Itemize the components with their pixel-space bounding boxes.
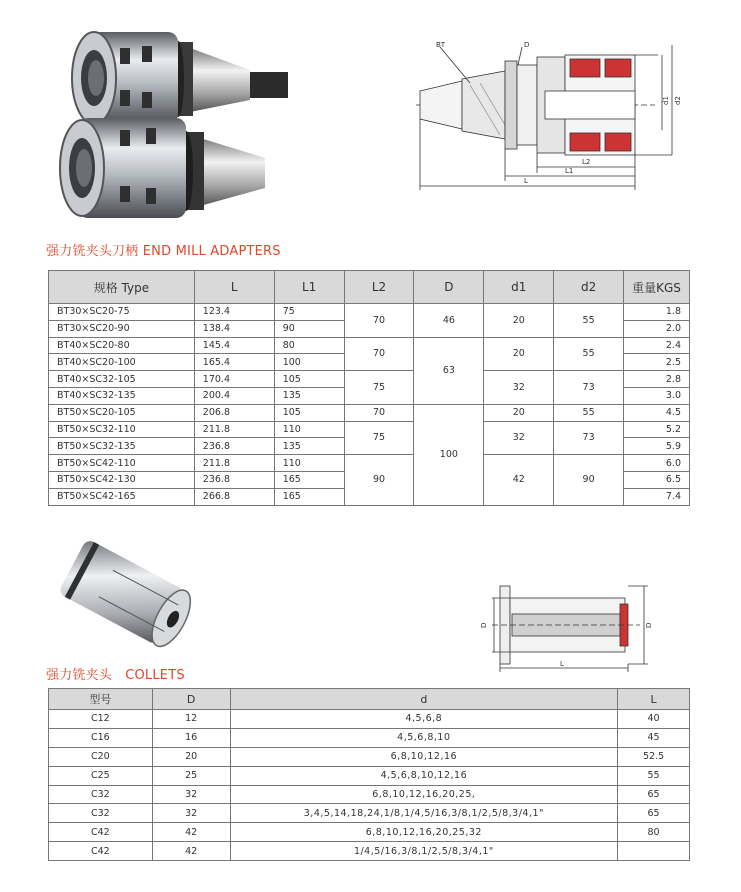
cell-l1: 90 <box>274 320 344 337</box>
cell-inner-d: 3,4,5,14,18,24,1/8,1/4,5/16,3/8,1/2,5/8,3/4,1" <box>230 804 618 823</box>
cell-l: 236.8 <box>194 471 274 488</box>
cell-type: BT40×SC32-135 <box>49 387 195 404</box>
cell-type: BT40×SC32-105 <box>49 371 195 388</box>
drawing-label-l1: L1 <box>565 167 574 175</box>
adapter-bottom <box>60 118 265 218</box>
table-row <box>49 747 690 766</box>
cell-l: 145.4 <box>194 337 274 354</box>
col-weight: 重量KGS <box>624 271 690 304</box>
cell-inner-d: 4,5,6,8 <box>230 710 618 729</box>
cell-l: 200.4 <box>194 387 274 404</box>
cell-l2: 90 <box>344 455 414 505</box>
cell-l1: 100 <box>274 354 344 371</box>
adapter-photo <box>50 20 300 220</box>
cell-outer-d: 25 <box>152 766 230 785</box>
cell-l1: 165 <box>274 488 344 505</box>
cell-outer-d: 42 <box>152 823 230 842</box>
col-d1: d1 <box>484 271 554 304</box>
cell-type: BT40×SC20-100 <box>49 354 195 371</box>
cell-length <box>618 842 690 861</box>
cell-l1: 105 <box>274 404 344 421</box>
cell-outer-d: 16 <box>152 728 230 747</box>
cell-model: C42 <box>49 823 153 842</box>
cell-length: 45 <box>618 728 690 747</box>
cell-length: 65 <box>618 804 690 823</box>
cell-type: BT30×SC20-90 <box>49 320 195 337</box>
cell-l1: 110 <box>274 455 344 472</box>
col-d: D <box>414 271 484 304</box>
cell-length: 80 <box>618 823 690 842</box>
cell-d1: 32 <box>484 421 554 455</box>
table-row <box>49 710 690 729</box>
collet-drawing <box>470 578 655 673</box>
col-type: 规格 Type <box>49 271 195 304</box>
cell-model: C42 <box>49 842 153 861</box>
cell-type: BT30×SC20-75 <box>49 304 195 321</box>
cell-outer-d: 42 <box>152 842 230 861</box>
cell-model: C12 <box>49 710 153 729</box>
adapters-header-row <box>49 271 690 304</box>
cell-l: 123.4 <box>194 304 274 321</box>
cell-d2: 55 <box>554 404 624 421</box>
cell-outer-d: 20 <box>152 747 230 766</box>
cell-outer-d: 32 <box>152 785 230 804</box>
cell-weight: 6.5 <box>624 471 690 488</box>
cell-l2: 70 <box>344 404 414 421</box>
col-l1: L1 <box>274 271 344 304</box>
cell-inner-d: 6,8,10,12,16,20,25,32 <box>230 823 618 842</box>
drawing-label-d2: d2 <box>674 96 682 105</box>
table-row <box>49 455 690 472</box>
cell-length: 55 <box>618 766 690 785</box>
cell-l: 211.8 <box>194 455 274 472</box>
cell-weight: 5.9 <box>624 438 690 455</box>
drawing-label-l2: L2 <box>582 158 591 166</box>
cell-type: BT50×SC42-165 <box>49 488 195 505</box>
table-row <box>49 785 690 804</box>
table-row <box>49 337 690 354</box>
cell-l: 138.4 <box>194 320 274 337</box>
cell-l1: 165 <box>274 471 344 488</box>
collet-drawing-label-dd: D <box>645 622 653 628</box>
adapter-drawing <box>410 35 690 195</box>
table-row <box>49 823 690 842</box>
cell-length: 52.5 <box>618 747 690 766</box>
drawing-label-bt: BT <box>436 41 446 49</box>
cell-type: BT50×SC42-110 <box>49 455 195 472</box>
cell-model: C32 <box>49 785 153 804</box>
col-l2: L2 <box>344 271 414 304</box>
cell-d1: 20 <box>484 337 554 371</box>
cell-d2: 55 <box>554 304 624 338</box>
cell-d2: 90 <box>554 455 624 505</box>
table-row <box>49 842 690 861</box>
cell-weight: 2.5 <box>624 354 690 371</box>
cell-model: C25 <box>49 766 153 785</box>
collet-drawing-label-d: D <box>480 622 488 628</box>
cell-l1: 80 <box>274 337 344 354</box>
cell-d: 100 <box>414 404 484 505</box>
cell-l2: 70 <box>344 337 414 371</box>
cell-d2: 55 <box>554 337 624 371</box>
cell-d: 63 <box>414 337 484 404</box>
cell-l2: 70 <box>344 304 414 338</box>
table-row <box>49 766 690 785</box>
collets-heading: 强力铣夹头 COLLETS <box>46 668 185 683</box>
cell-weight: 5.2 <box>624 421 690 438</box>
collets-table <box>48 688 690 861</box>
cell-d1: 20 <box>484 404 554 421</box>
adapters-table <box>48 270 690 506</box>
collets-header-row <box>49 689 690 710</box>
cell-model: C16 <box>49 728 153 747</box>
col-d2: d2 <box>554 271 624 304</box>
cell-inner-d: 6,8,10,12,16 <box>230 747 618 766</box>
cell-d1: 32 <box>484 371 554 405</box>
cell-l1: 135 <box>274 438 344 455</box>
cell-l2: 75 <box>344 371 414 405</box>
col-model: 型号 <box>49 689 153 710</box>
cell-l: 266.8 <box>194 488 274 505</box>
cell-inner-d: 4,5,6,8,10 <box>230 728 618 747</box>
cell-l: 170.4 <box>194 371 274 388</box>
cell-weight: 6.0 <box>624 455 690 472</box>
cell-l2: 75 <box>344 421 414 455</box>
adapter-top <box>72 32 288 124</box>
col-outer-d: D <box>152 689 230 710</box>
col-inner-d: d <box>230 689 618 710</box>
cell-length: 65 <box>618 785 690 804</box>
cell-l: 206.8 <box>194 404 274 421</box>
cell-weight: 7.4 <box>624 488 690 505</box>
table-row <box>49 421 690 438</box>
cell-weight: 3.0 <box>624 387 690 404</box>
drawing-label-d: D <box>524 41 530 49</box>
cell-inner-d: 4,5,6,8,10,12,16 <box>230 766 618 785</box>
cell-l1: 105 <box>274 371 344 388</box>
cell-inner-d: 6,8,10,12,16,20,25, <box>230 785 618 804</box>
table-row <box>49 804 690 823</box>
table-row <box>49 728 690 747</box>
cell-weight: 4.5 <box>624 404 690 421</box>
adapters-heading: 强力铣夹头刀柄 END MILL ADAPTERS <box>46 244 281 259</box>
cell-model: C32 <box>49 804 153 823</box>
col-length: L <box>618 689 690 710</box>
cell-type: BT50×SC32-135 <box>49 438 195 455</box>
cell-outer-d: 12 <box>152 710 230 729</box>
drawing-label-d1: d1 <box>662 96 670 105</box>
collet-drawing-label-l: L <box>560 660 564 668</box>
cell-d1: 20 <box>484 304 554 338</box>
cell-l: 211.8 <box>194 421 274 438</box>
table-row <box>49 304 690 321</box>
cell-d2: 73 <box>554 371 624 405</box>
cell-d1: 42 <box>484 455 554 505</box>
cell-model: C20 <box>49 747 153 766</box>
cell-weight: 2.0 <box>624 320 690 337</box>
cell-weight: 2.4 <box>624 337 690 354</box>
table-row <box>49 371 690 388</box>
cell-type: BT50×SC42-130 <box>49 471 195 488</box>
cell-outer-d: 32 <box>152 804 230 823</box>
cell-d: 46 <box>414 304 484 338</box>
cell-l1: 110 <box>274 421 344 438</box>
cell-inner-d: 1/4,5/16,3/8,1/2,5/8,3/4,1" <box>230 842 618 861</box>
cell-d2: 73 <box>554 421 624 455</box>
cell-length: 40 <box>618 710 690 729</box>
cell-type: BT40×SC20-80 <box>49 337 195 354</box>
cell-l1: 135 <box>274 387 344 404</box>
cell-l: 236.8 <box>194 438 274 455</box>
table-row <box>49 404 690 421</box>
col-l: L <box>194 271 274 304</box>
cell-weight: 2.8 <box>624 371 690 388</box>
drawing-label-l: L <box>524 177 528 185</box>
cell-l1: 75 <box>274 304 344 321</box>
cell-l: 165.4 <box>194 354 274 371</box>
collet-photo <box>44 528 204 656</box>
cell-weight: 1.8 <box>624 304 690 321</box>
cell-type: BT50×SC20-105 <box>49 404 195 421</box>
cell-type: BT50×SC32-110 <box>49 421 195 438</box>
